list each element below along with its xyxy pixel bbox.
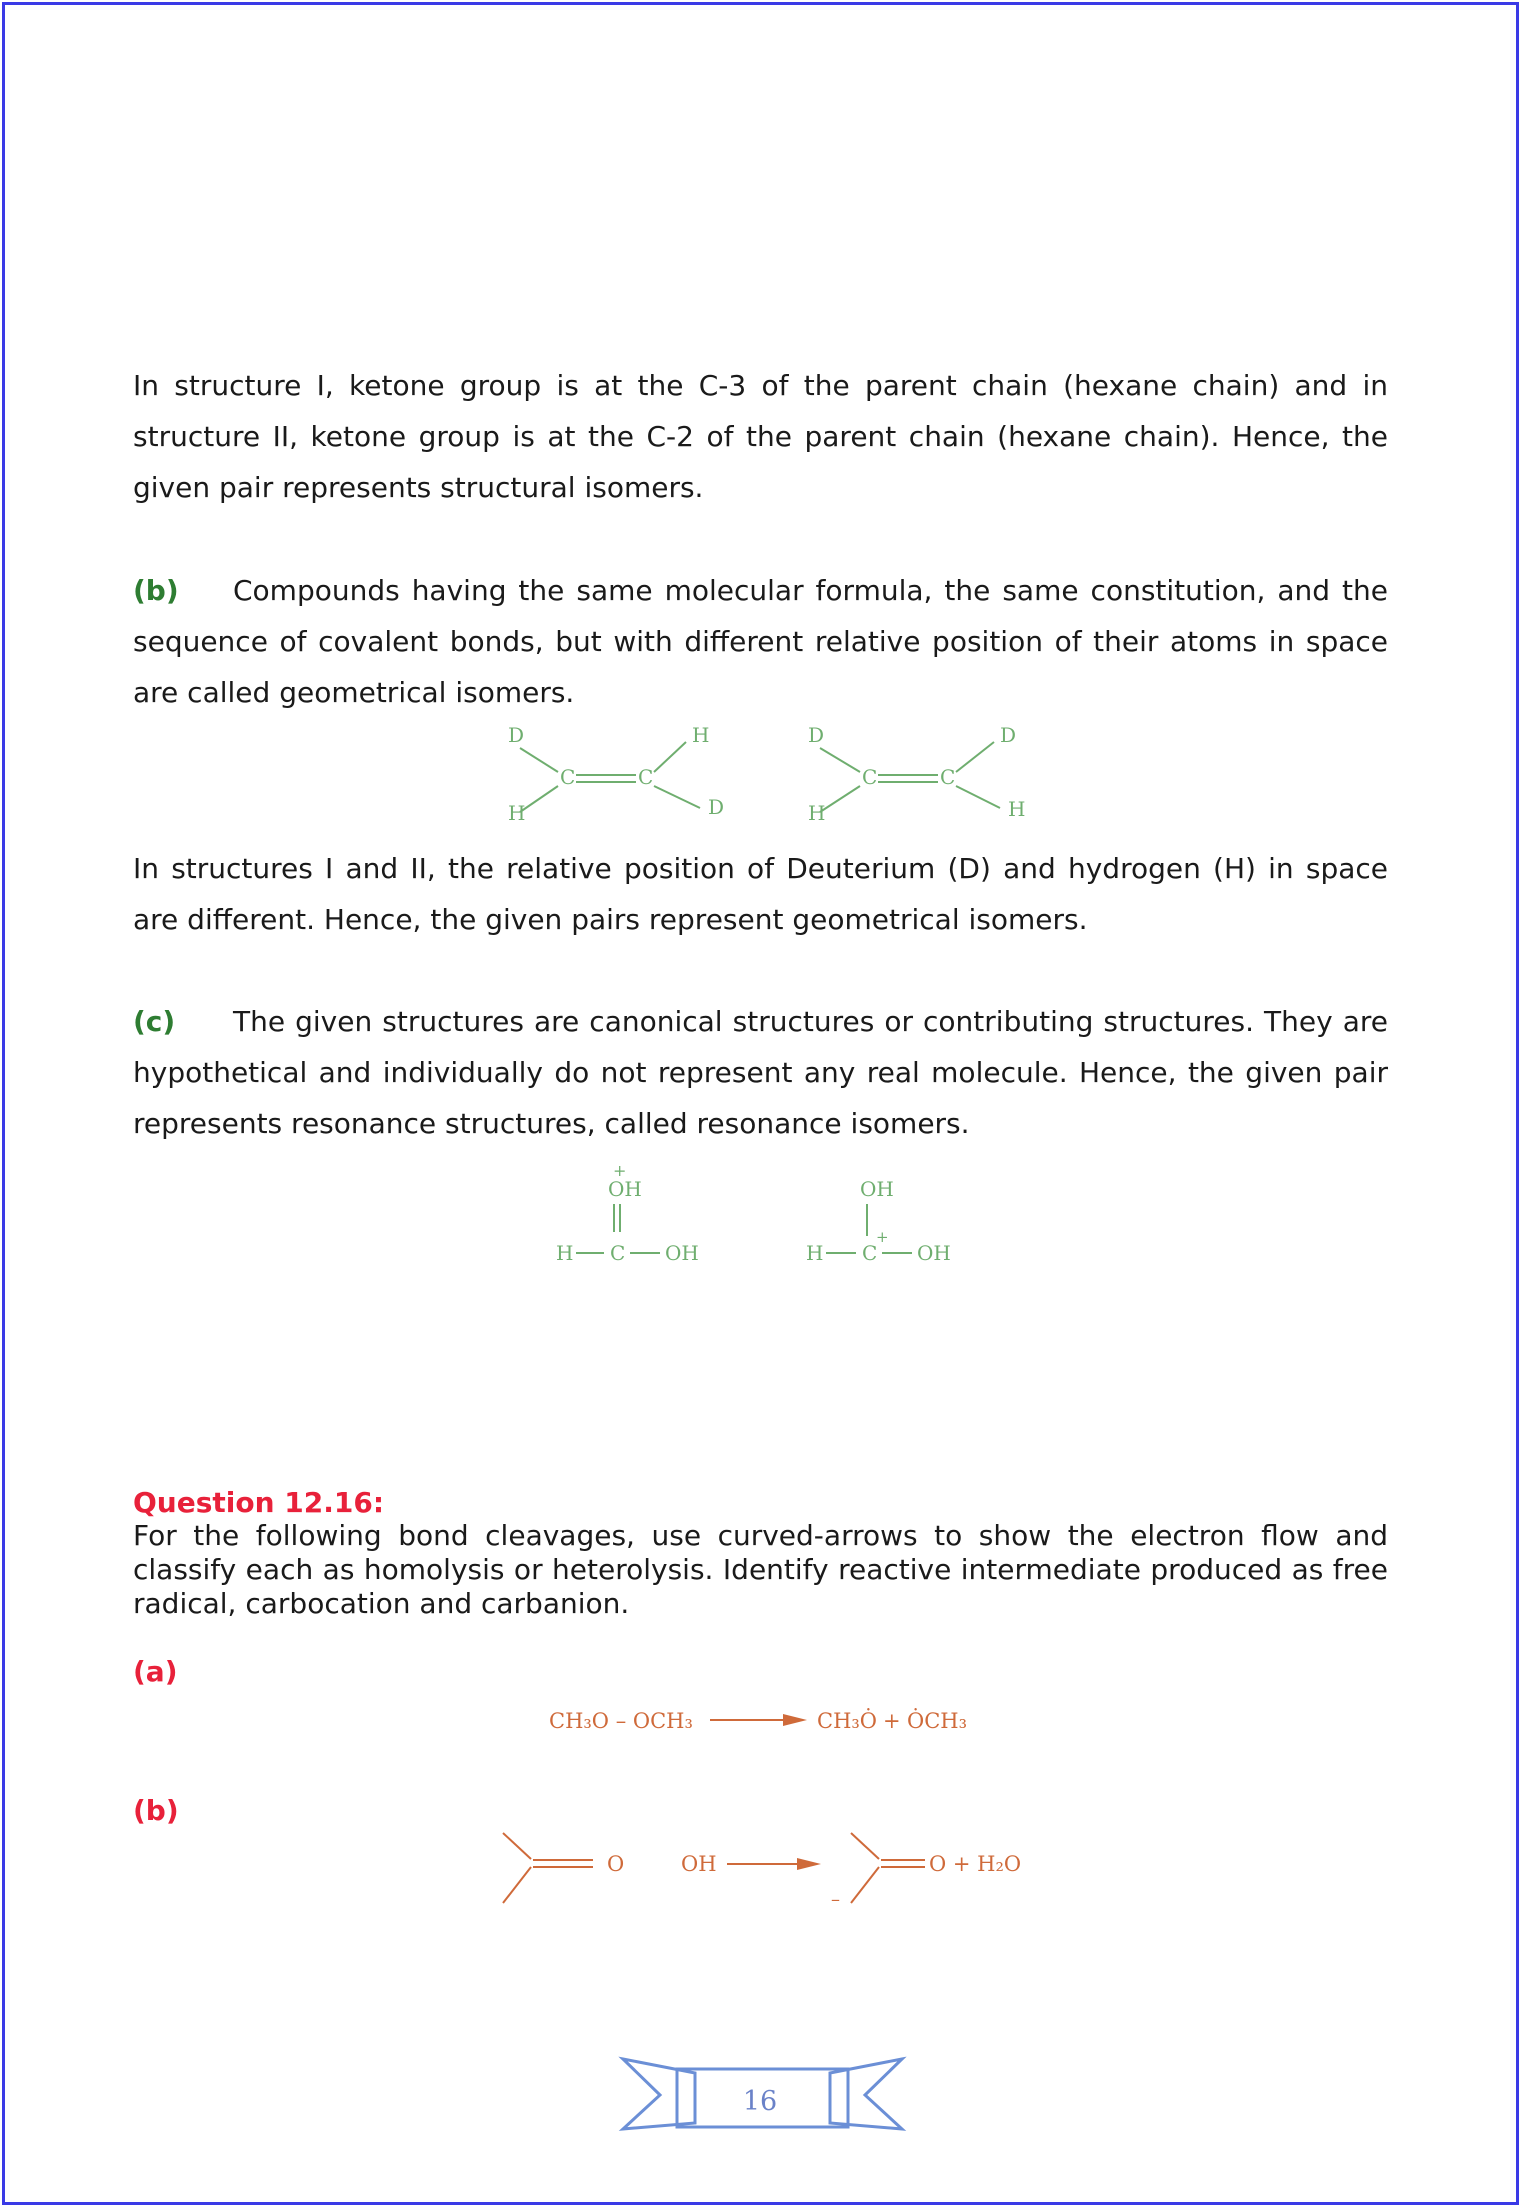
reaction-b-negative-charge: –: [831, 1889, 840, 1910]
g1-top-left: D: [508, 723, 525, 747]
reaction-a-figure: [545, 1700, 985, 1740]
r1-top-oh: OH: [608, 1177, 642, 1201]
g1-top-right: H: [692, 723, 710, 747]
reaction-a-arrowhead: [783, 1714, 807, 1726]
question-title: Question 12.16:: [133, 1486, 385, 1519]
g1-carbon-2: C: [638, 765, 654, 789]
r1-plus: +: [613, 1161, 627, 1180]
r2-top-oh: OH: [860, 1177, 894, 1201]
paragraph-part-b: [133, 565, 1388, 718]
part-c-text: The given structures are canonical structures or contributing structures. They are hypothetical and individually do not represent any real molecule. Hence, the given pair represents resonance structures, called resonance isomers.: [133, 1005, 1388, 1140]
reaction-a-product-1: CH₃Ȯ: [817, 1709, 878, 1733]
g2-carbon-2: C: [940, 765, 956, 789]
question-part-a-label: (a): [133, 1655, 178, 1688]
r1-hydrogen: H: [556, 1241, 574, 1265]
question-part-b-label: (b): [133, 1794, 179, 1827]
paragraph-geometrical-conclusion: In structures I and II, the relative position of Deuterium (D) and hydrogen (H) in space are different. Hence, the given pairs represent geometrical isomers.: [133, 852, 1388, 936]
reaction-b-product-bond-lower: [851, 1867, 879, 1903]
g1-bottom-right: D: [708, 795, 725, 819]
g1-bond-br: [654, 786, 700, 808]
part-b-label: (b): [133, 574, 179, 607]
reaction-a-product-2: ȮCH₃: [907, 1709, 968, 1733]
g2-bond-tr: [956, 742, 994, 772]
r1-oh: OH: [665, 1241, 699, 1265]
paragraph-part-c: [133, 996, 1388, 1149]
g1-bond-tl: [520, 748, 558, 772]
geometrical-structure-1: [508, 723, 724, 825]
g2-top-left: D: [808, 723, 825, 747]
resonance-structures-figure: [550, 1160, 990, 1270]
g1-carbon-1: C: [560, 765, 576, 789]
reaction-a-plus: +: [883, 1709, 901, 1733]
g1-bottom-left: H: [508, 801, 526, 825]
g2-bottom-right: H: [1008, 797, 1026, 821]
reaction-b-oxygen: O: [607, 1852, 625, 1876]
part-b-text: Compounds having the same molecular formula, the same constitution, and the sequence of covalent bonds, but with different relative position of their atoms in space are called geometrical isomers.: [133, 574, 1388, 709]
r1-carbon: C: [610, 1241, 626, 1265]
geometrical-structure-2: [808, 723, 1025, 825]
reaction-b-figure: [495, 1825, 1035, 1910]
question-text: For the following bond cleavages, use curved-arrows to show the electron flow and classify each as homolysis or heterolysis. Identify reactive intermediate produced as free radical, carbocation and carbanion.: [133, 1519, 1388, 1620]
reaction-b-hydroxide: OH: [681, 1852, 717, 1876]
resonance-structure-1: [556, 1161, 699, 1265]
paragraph-structural-isomers: In structure I, ketone group is at the C-3 of the parent chain (hexane chain) and in structure II, ketone group is at the C-2 of the parent chain (hexane chain). Hence, the given pair represents structural isomers.: [133, 369, 1388, 504]
g2-bond-tl: [820, 748, 860, 772]
reaction-b-arrowhead: [797, 1858, 821, 1870]
g1-bond-tr: [654, 742, 686, 772]
r2-carbon: C: [862, 1241, 878, 1265]
page-number: 16: [742, 2086, 778, 2117]
resonance-structure-2: [806, 1177, 951, 1265]
g2-carbon-1: C: [862, 765, 878, 789]
geometrical-isomers-figure: [490, 720, 1050, 835]
g1-bond-bl: [520, 786, 558, 812]
reaction-a-reactant: CH₃O – OCH₃: [549, 1709, 693, 1733]
g2-bond-br: [956, 786, 1000, 808]
reaction-b-reactant-bond-lower: [503, 1867, 531, 1903]
reaction-b-product: O + H₂O: [929, 1852, 1022, 1876]
g2-bottom-left: H: [808, 801, 826, 825]
reaction-b-reactant-bond-upper: [503, 1833, 531, 1859]
r2-oh: OH: [917, 1241, 951, 1265]
r2-plus: +: [876, 1228, 889, 1246]
reaction-b-product-bond-upper: [851, 1833, 879, 1859]
g2-top-right: D: [1000, 723, 1017, 747]
part-c-label: (c): [133, 1005, 176, 1038]
g2-bond-bl: [820, 786, 860, 812]
r2-hydrogen: H: [806, 1241, 824, 1265]
